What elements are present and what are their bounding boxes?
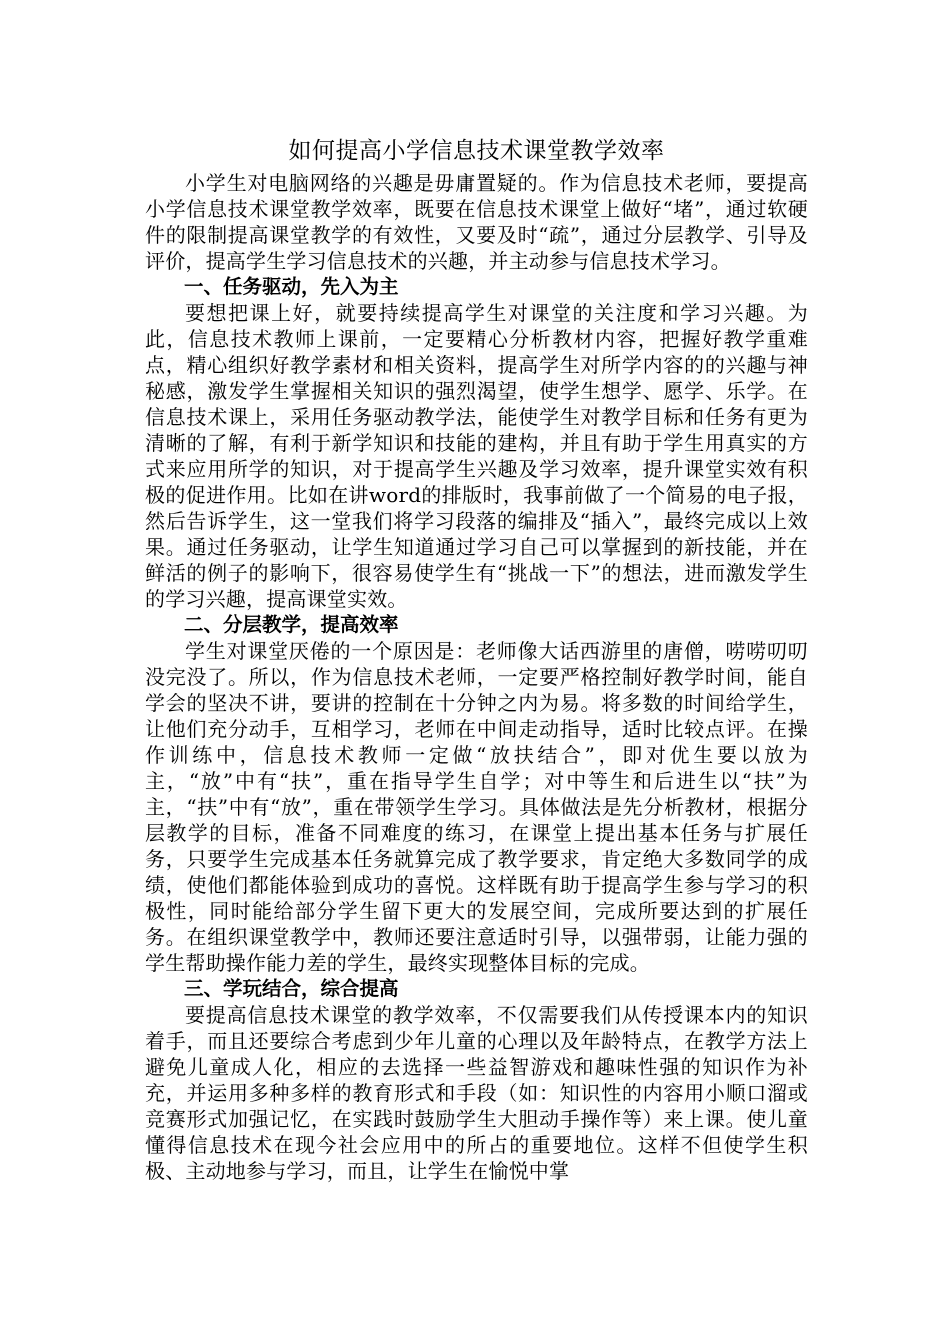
document-page <box>145 0 808 1184</box>
section-body-1: 要想把课上好，就要持续提高学生对课堂的关注度和学习兴趣。为此，信息技术教师上课前，一定要精心分析教材内容，把握好教学重难点，精心组织好教学素材和相关资料，提高学生对所学内容的的兴趣与神秘感，激发学生掌握相关知识的强烈渴望，使学生想学、愿学、乐学。在信息技术课上，采用任务驱动教学法，能使学生对教学目标和任务有更为清晰的了解，有利于新学知识和技能的建构，并且有助于学生用真实的方式来应用所学的知识，对于提高学生兴趣及学习效率，提升课堂实效有积极的促进作用。比如在讲word的排版时，我事前做了一个简易的电子报，然后告诉学生，这一堂我们将学习段落的编排及“插入”，最终完成以上效果。通过任务驱动，让学生知道通过学习自己可以掌握到的新技能，并在鲜活的例子的影响下，很容易使学生有“挑战一下”的想法，进而激发学生的学习兴趣，提高课堂实效。 <box>145 301 808 611</box>
section-heading-3: 三、学玩结合，综合提高 <box>184 977 399 1000</box>
intro-paragraph: 小学生对电脑网络的兴趣是毋庸置疑的。作为信息技术老师，要提高小学信息技术课堂教学效率，既要在信息技术课堂上做好“堵”，通过软硬件的限制提高课堂教学的有效性，又要及时“疏”，通过分层教学、引导及评价，提高学生学习信息技术的兴趣，并主动参与信息技术学习。 <box>145 171 808 273</box>
section-heading-2: 二、分层教学，提高效率 <box>184 613 399 636</box>
section-body-2: 学生对课堂厌倦的一个原因是：老师像大话西游里的唐僧，唠唠叨叨没完没了。所以，作为信息技术老师，一定要严格控制好教学时间，能自学会的坚决不讲，要讲的控制在十分钟之内为易。将多数的时间给学生，让他们充分动手，互相学习，老师在中间走动指导，适时比较点评。在操作训练中，信息技术教师一定做“放扶结合”，即对优生要以放为主，“放”中有“扶”，重在指导学生自学；对中等生和后进生以“扶”为主，“扶”中有“放”，重在带领学生学习。具体做法是先分析教材，根据分层教学的目标，准备不同难度的练习，在课堂上提出基本任务与扩展任务，只要学生完成基本任务就算完成了教学要求，肯定绝大多数同学的成绩，使他们都能体验到成功的喜悦。这样既有助于提高学生参与学习的积极性，同时能给部分学生留下更大的发展空间，完成所要达到的扩展任务。在组织课堂教学中，教师还要注意适时引导，以强带弱，让能力强的学生帮助操作能力差的学生，最终实现整体目标的完成。 <box>145 639 808 975</box>
section-heading-1: 一、任务驱动，先入为主 <box>184 275 399 298</box>
document-title: 如何提高小学信息技术课堂教学效率 <box>288 138 665 164</box>
section-body-3: 要提高信息技术课堂的教学效率，不仅需要我们从传授课本内的知识着手，而且还要综合考虑到少年儿童的心理以及年龄特点，在教学方法上避免儿童成人化，相应的去选择一些益智游戏和趣味性强的知识作为补充，并运用多种多样的教育形式和手段（如：知识性的内容用小顺口溜或竞赛形式加强记忆，在实践时鼓励学生大胆动手操作等）来上课。使儿童懂得信息技术在现今社会应用中的所占的重要地位。这样不但使学生积极、主动地参与学习，而且，让学生在愉悦中掌 <box>145 1003 808 1183</box>
